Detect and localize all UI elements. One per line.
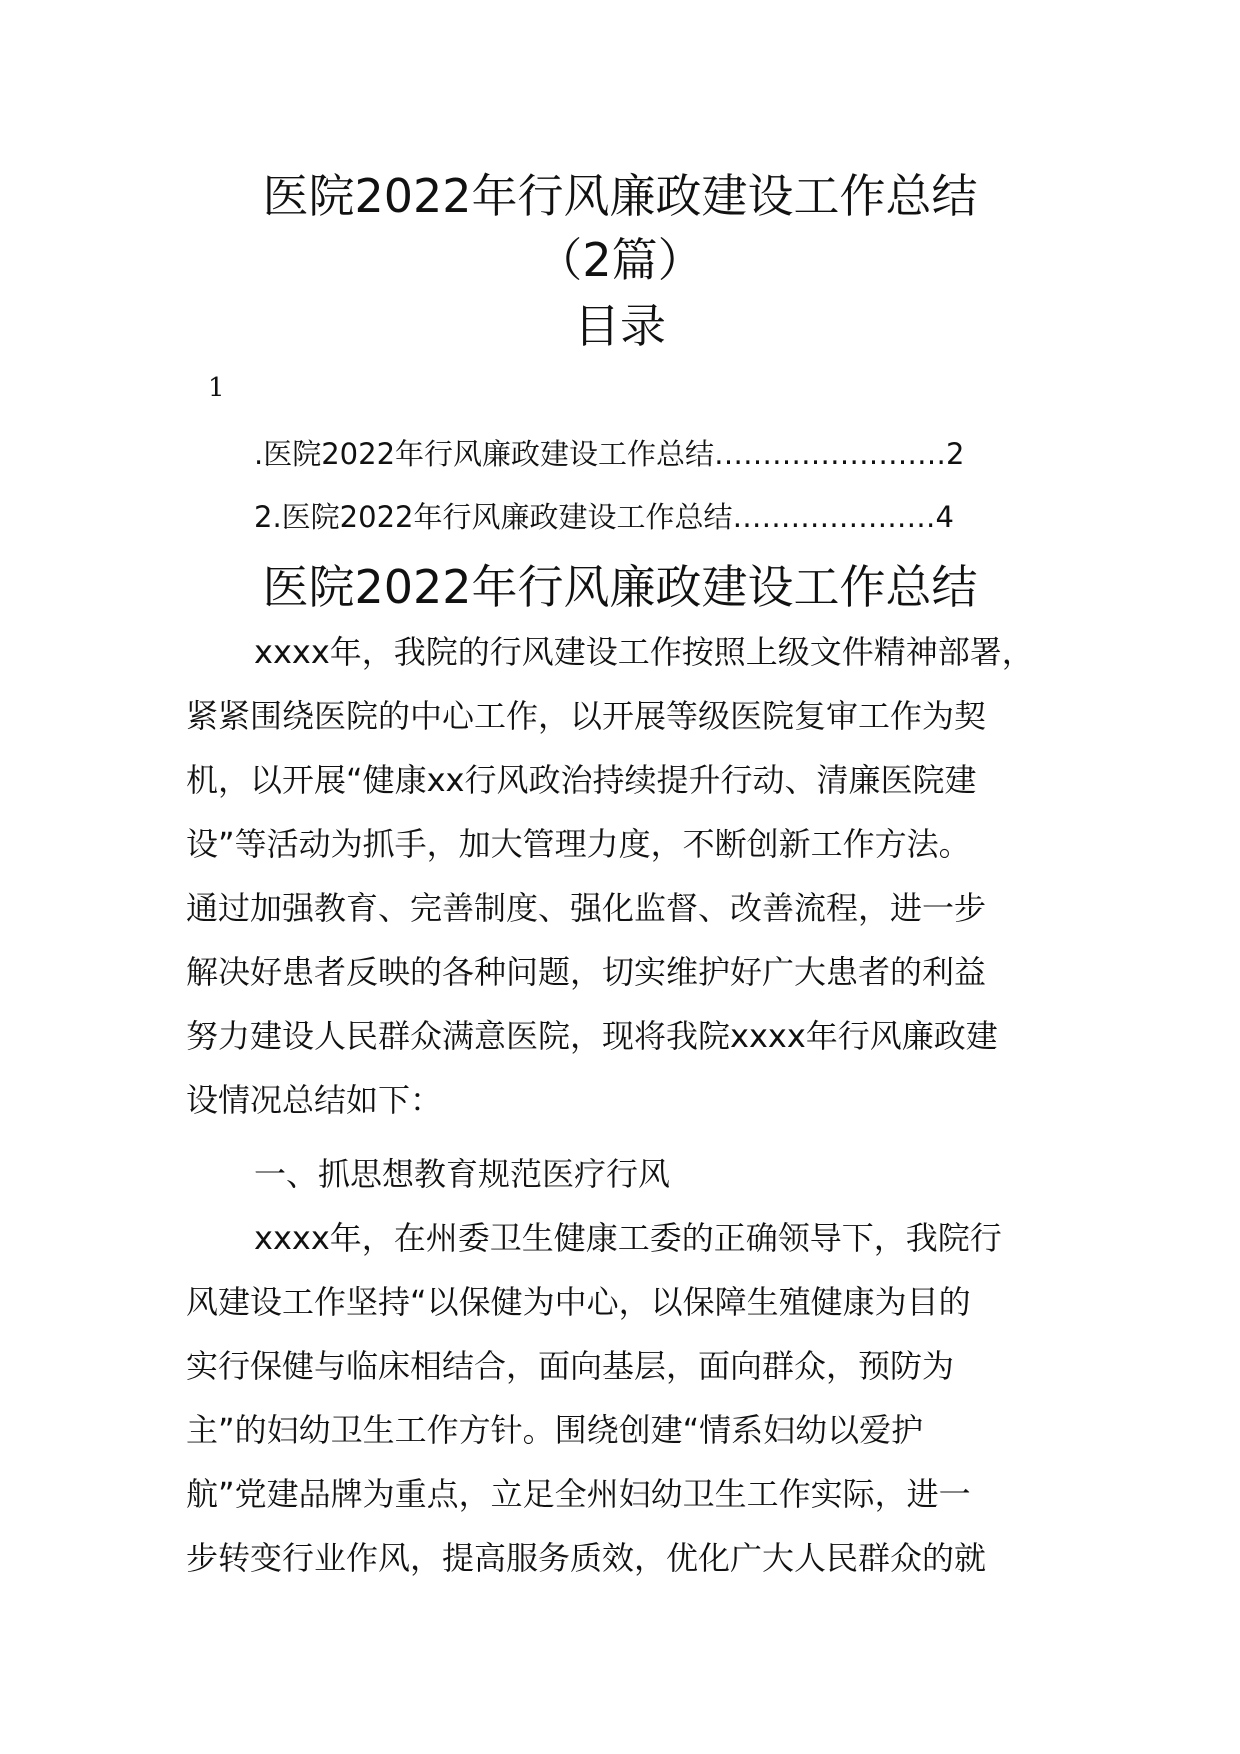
paragraph-line: 航”党建品牌为重点，立足全州妇幼卫生工作实际，进一	[186, 1475, 971, 1513]
toc-heading: 目录	[574, 299, 666, 353]
paragraph-line: xxxx年，我院的行风建设工作按照上级文件精神部署，	[254, 633, 1034, 671]
toc-number: 1	[208, 373, 225, 403]
toc-item-1[interactable]: .医院2022年行风廉政建设工作总结……………………2	[254, 437, 965, 471]
paragraph-line: 设情况总结如下：	[186, 1081, 443, 1119]
document-title: 医院2022年行风廉政建设工作总结	[262, 169, 978, 223]
paragraph-line: 机，以开展“健康xx行风政治持续提升行动、清廉医院建	[186, 761, 977, 799]
paragraph-line: 通过加强教育、完善制度、强化监督、改善流程，进一步	[186, 889, 987, 927]
paragraph-line: 风建设工作坚持“以保健为中心，以保障生殖健康为目的	[186, 1283, 971, 1321]
paragraph-line: 努力建设人民群众满意医院，现将我院xxxx年行风廉政建	[186, 1017, 998, 1055]
section-heading-1: 一、抓思想教育规范医疗行风	[254, 1155, 671, 1193]
paragraph-line: 解决好患者反映的各种问题，切实维护好广大患者的利益	[186, 953, 987, 991]
toc-item-2[interactable]: 2.医院2022年行风廉政建设工作总结…………………4	[254, 500, 954, 534]
paragraph-line: 主”的妇幼卫生工作方针。围绕创建“情系妇幼以爱护	[186, 1411, 924, 1449]
paragraph-line: xxxx年，在州委卫生健康工委的正确领导下，我院行	[254, 1219, 1002, 1257]
paragraph-line: 紧紧围绕医院的中心工作，以开展等级医院复审工作为契	[186, 697, 987, 735]
section-title: 医院2022年行风廉政建设工作总结	[262, 560, 978, 614]
document-title-count: （2篇）	[536, 233, 704, 287]
paragraph-2	[186, 1206, 1086, 1590]
paragraph-line: 实行保健与临床相结合，面向基层，面向群众，预防为	[186, 1347, 955, 1385]
paragraph-1	[186, 620, 1086, 1132]
paragraph-line: 步转变行业作风，提高服务质效，优化广大人民群众的就	[186, 1539, 987, 1577]
paragraph-line: 设”等活动为抓手，加大管理力度，不断创新工作方法。	[186, 825, 971, 863]
